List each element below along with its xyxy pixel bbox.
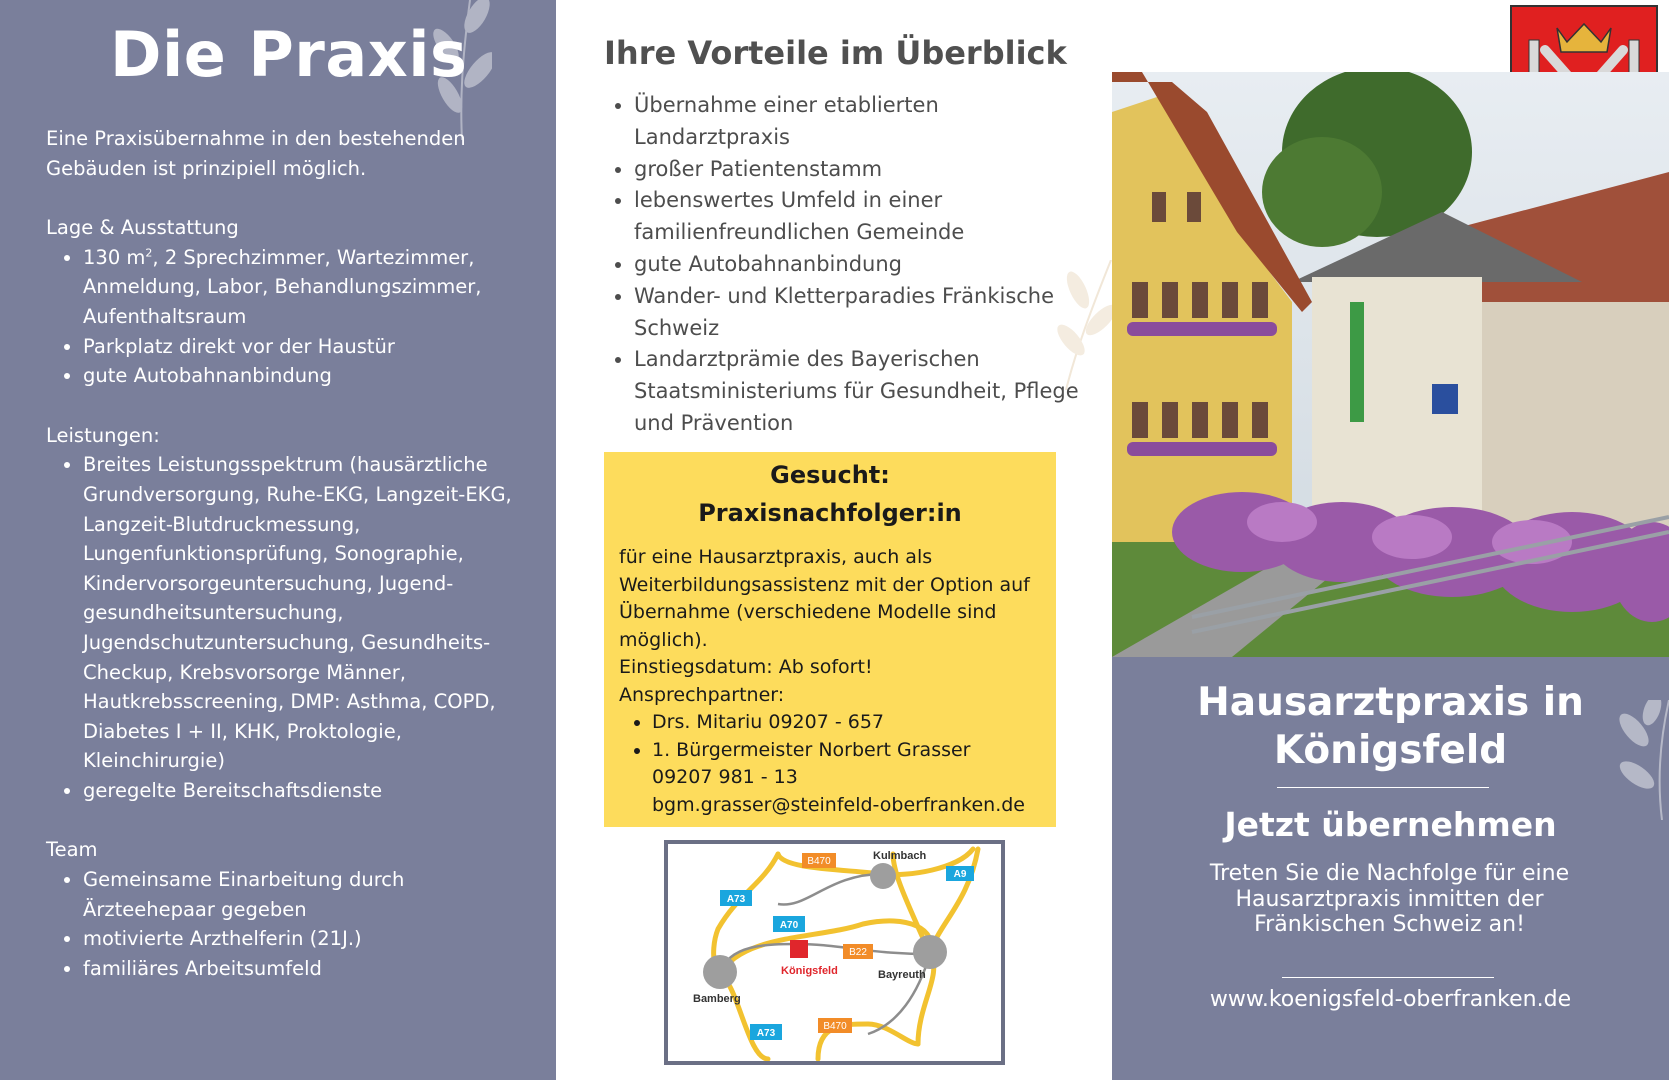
left-content	[46, 124, 516, 983]
list-item: • Landarztprämie des Bayerischen Staatsministeriums für Gesundheit, Pflege und Prävention	[634, 344, 1094, 439]
website-link[interactable]: www.koenigsfeld-oberfranken.de	[1209, 987, 1572, 1012]
location-map	[664, 840, 1005, 1065]
contact-heading: Ansprechpartner:	[619, 683, 785, 706]
gesucht-text: für eine Hausarztpraxis, auch als Weiterbildungsassistenz mit der Option auf Übernahme (verschiedene Modelle sind möglich).	[619, 546, 1030, 651]
sign-a73-bottom: A73	[756, 1028, 776, 1039]
contact-list	[619, 709, 1049, 819]
leaf-branch-icon	[1612, 700, 1669, 820]
list-item: • lebenswertes Umfeld in einer familienfreundlichen Gemeinde	[634, 185, 1094, 249]
cta-headline: Hausarztpraxis in Königsfeld	[1197, 680, 1584, 773]
lage-list	[46, 243, 516, 391]
contact-item: • Drs. Mitariu 09207 - 657	[652, 709, 1049, 737]
start-date: Einstiegsdatum: Ab sofort!	[619, 656, 873, 678]
village-photo	[1112, 72, 1669, 657]
sign-b22: B22	[849, 947, 867, 958]
gesucht-body	[619, 544, 1049, 819]
list-item: • gute Autobahnanbindung	[634, 249, 1094, 281]
list-item: • 130 $m^2$, 2 Sprechzimmer, Wartezimmer, Anmeldung, Labor, Behandlungszimmer, Aufenthaltsraum	[83, 243, 516, 332]
gesucht-box	[604, 452, 1056, 827]
koenigsfeld-marker	[790, 940, 808, 958]
town-kulmbach-dot	[870, 863, 896, 889]
cta-panel	[1112, 657, 1669, 1080]
cta-text: Treten Sie die Nachfolge für eine Hausarztpraxis inmitten der Fränkischen Schweiz an!	[1209, 861, 1570, 937]
sign-a73-top: A73	[726, 894, 746, 905]
right-panel	[1112, 0, 1669, 1080]
middle-panel	[556, 0, 1112, 1080]
map-label-bamberg: Bamberg	[693, 993, 741, 1005]
sign-b470-bottom: B470	[823, 1021, 847, 1032]
gesucht-title: Gesucht: Praxisnachfolger:in	[698, 461, 962, 527]
map-graphic	[668, 844, 1001, 1061]
intro-text: Eine Praxisübernahme in den bestehenden Gebäuden ist prinzipiell möglich.	[46, 127, 466, 180]
list-item: • familiäres Arbeitsumfeld	[83, 954, 516, 984]
list-item: • gute Autobahnanbindung	[83, 361, 516, 391]
leistungen-heading: Leistungen:	[46, 423, 160, 447]
list-item: • Übernahme einer etablierten Landarztpraxis	[634, 90, 1094, 154]
divider	[1282, 977, 1494, 978]
list-item: • Wander- und Kletterparadies Fränkische Schweiz	[634, 281, 1094, 345]
list-item: • Gemeinsame Einarbeitung durch Ärzteehepaar gegeben	[83, 865, 516, 924]
sign-a70: A70	[779, 920, 799, 931]
divider	[1277, 787, 1489, 788]
list-item: • großer Patientenstamm	[634, 154, 1094, 186]
list-item: • geregelte Bereitschaftsdienste	[83, 776, 516, 806]
left-panel	[0, 0, 556, 1080]
vorteile-title: Ihre Vorteile im Überblick	[604, 34, 1067, 72]
left-title: Die Praxis	[110, 18, 468, 91]
leistungen-list	[46, 450, 516, 805]
list-item: • motivierte Arzthelferin (21J.)	[83, 924, 516, 954]
map-label-kulmbach: Kulmbach	[873, 850, 927, 862]
sign-b470-top: B470	[807, 856, 831, 867]
list-item: • Breites Leistungsspektrum (hausärztliche Grundversorgung, Ruhe-EKG, Langzeit-EKG, Langzeit-Blutdruckmessung, Lungenfunktionsprüfung, Sonographie, Kindervorsorgeuntersuchung, Jugend-gesundheitsuntersuchung, Jugendschutzuntersuchung, Gesundheits-Checkup, Krebsvorsorge Männer, Hautkrebsscreening, DMP: Asthma, COPD, Diabetes I + II, KHK, Proktologie, Kleinchirurgie)	[83, 450, 516, 776]
team-list	[46, 865, 516, 983]
list-item: • Parkplatz direkt vor der Haustür	[83, 332, 516, 362]
team-heading: Team	[46, 838, 98, 862]
vorteile-list	[604, 90, 1094, 440]
map-label-bayreuth: Bayreuth	[878, 969, 926, 981]
cta-subheadline: Jetzt übernehmen	[1224, 805, 1557, 844]
sign-a9: A9	[953, 869, 967, 880]
map-label-koenigsfeld: Königsfeld	[781, 965, 838, 977]
lage-heading: Lage & Ausstattung	[46, 216, 239, 240]
town-bamberg-dot	[703, 955, 737, 989]
town-bayreuth-dot	[913, 935, 947, 969]
contact-email[interactable]: bgm.grasser@steinfeld-oberfranken.de	[652, 793, 1025, 816]
contact-item: • 1. Bürgermeister Norbert Grasser 09207 981 - 13 bgm.grasser@steinfeld-oberfranken.de	[652, 737, 1049, 820]
